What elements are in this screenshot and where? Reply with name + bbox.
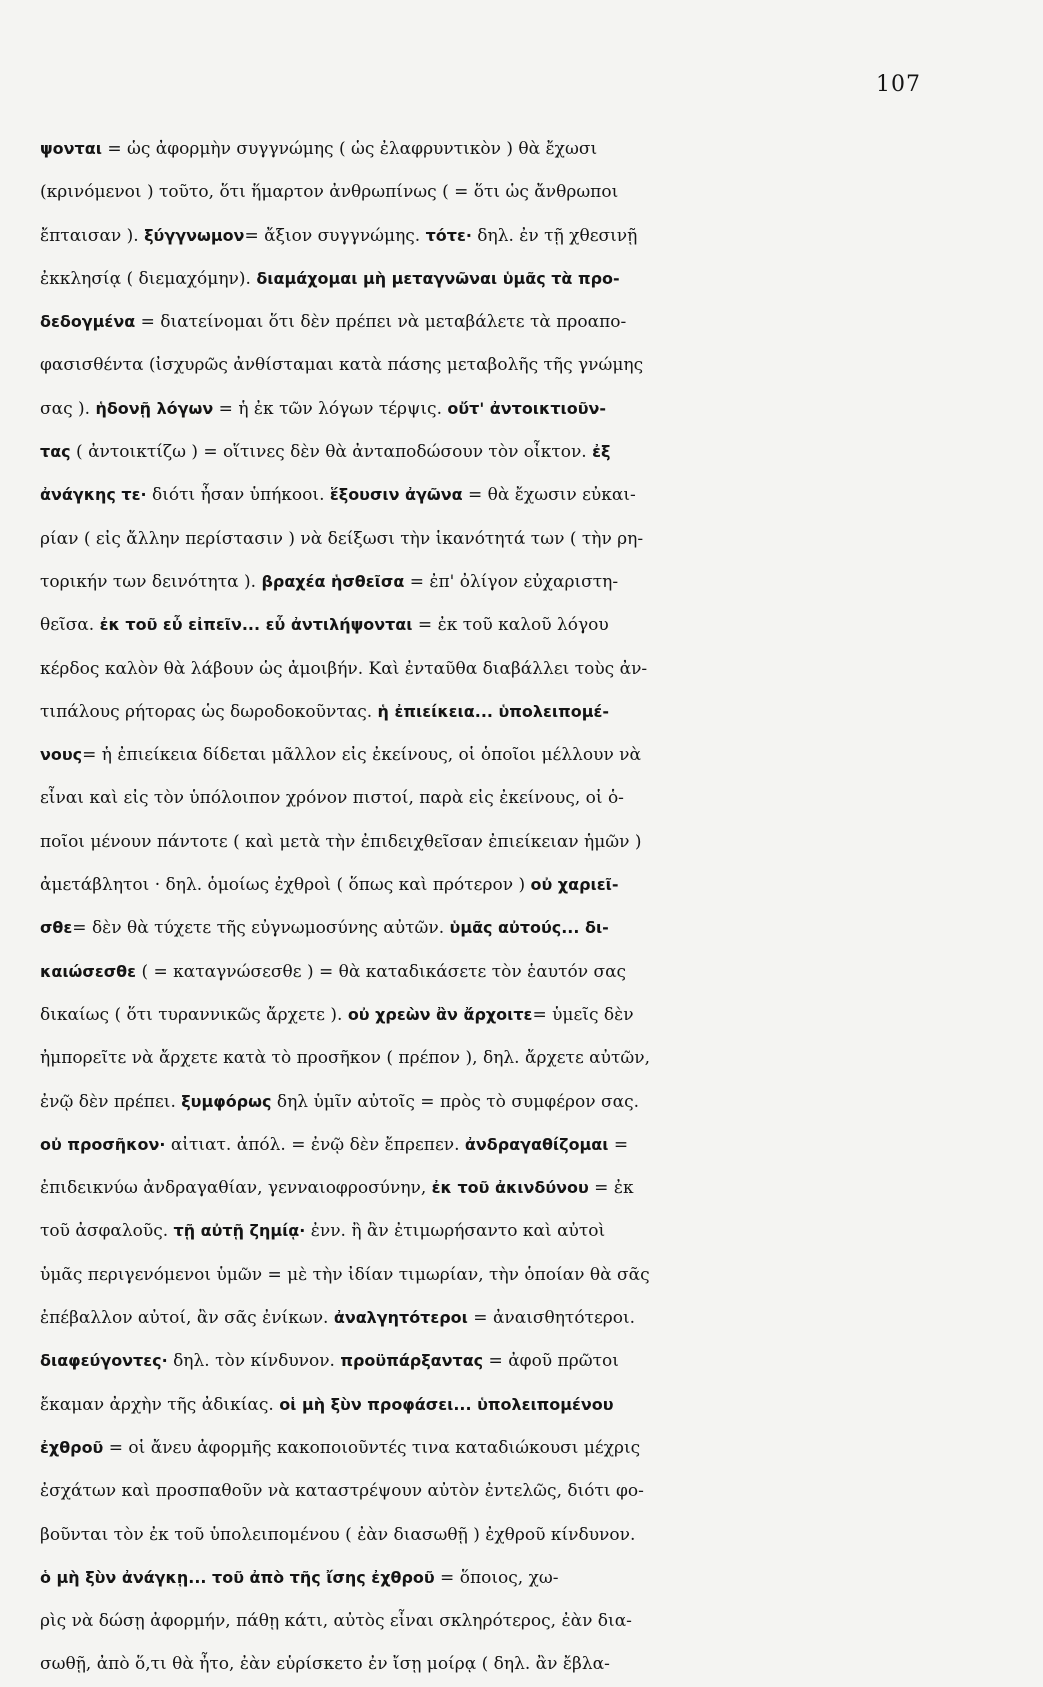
- text-line: [40, 427, 920, 470]
- gloss-text: δικαίως ( ὅτι τυραννικῶς ἄρχετε ).: [40, 1004, 348, 1025]
- text-line: [40, 167, 920, 210]
- text-line: [40, 730, 920, 773]
- text-line: [40, 1250, 920, 1293]
- lemma-bold: ἡδονῇ λόγων: [95, 398, 214, 418]
- gloss-text: ἂν ἔβλα-: [535, 1654, 610, 1675]
- gloss-text: ἐπιδεικνύω ἀνδραγαθίαν, γενναιοφροσύνην,: [40, 1178, 432, 1199]
- lemma-bold: ψονται: [40, 139, 102, 158]
- gloss-text: ἐπέβαλλον αὐτοί, ἂν σᾶς ἐνίκων.: [40, 1308, 334, 1329]
- gloss-text: φασισθέντα (ἰσχυρῶς ἀνθίσταμαι κατὰ πάσης μεταβολῆς τῆς γνώμης: [40, 355, 644, 376]
- text-line: [40, 990, 920, 1033]
- lemma-bold: δεδογμένα: [40, 312, 136, 332]
- text-line: [40, 211, 920, 254]
- gloss-text: τορικήν των δεινότητα ).: [40, 571, 262, 592]
- gloss-text: = ἀφοῦ πρῶτοι: [483, 1351, 619, 1372]
- lemma-bold: βραχέα ἡσθεῖσα: [261, 571, 405, 591]
- lemma-bold: ἕξουσιν ἀγῶνα: [329, 485, 463, 505]
- gloss-text: εἶναι καὶ εἰς τὸν ὑπόλοιπον χρόνον πιστοί, παρὰ εἰς ἐκείνους, οἱ ὁ-: [40, 788, 624, 809]
- text-line: [40, 644, 920, 687]
- page-number: 107: [876, 72, 921, 97]
- gloss-text: ( = καταγνώσεσθε ) = θὰ καταδικάσετε τὸν ἑαυτόν σας: [136, 961, 627, 982]
- text-line: [40, 1336, 920, 1379]
- gloss-text: κέρδος καλὸν θὰ λάβουν ὡς ἀμοιβήν. Καὶ ἐνταῦθα διαβάλλει τοὺς ἀν-: [40, 658, 648, 679]
- text-line: [40, 1553, 920, 1596]
- text-line: [40, 1466, 920, 1509]
- gloss-text: ἐνῷ δὲν πρέπει.: [40, 1091, 182, 1112]
- lemma-bold: ἐκ τοῦ ἀκινδύνου: [431, 1178, 589, 1198]
- text-line: [40, 1033, 920, 1076]
- gloss-text: = θὰ ἔχωσιν εὐκαι-: [462, 485, 636, 506]
- lemma-bold: ξυμφόρως: [181, 1091, 272, 1111]
- commentary-text: [40, 124, 920, 1683]
- gloss-text: ἐνν. ἢ ἂν ἐτιμωρήσαντο καὶ αὐτοὶ: [305, 1221, 606, 1242]
- text-line: [40, 1380, 920, 1423]
- gloss-text: = δὲν θὰ τύχετε τῆς εὐγνωμοσύνης αὐτῶν.: [72, 918, 450, 939]
- lemma-bold: ἡ ἐπιείκεια... ὑπολειπομέ-: [377, 701, 609, 721]
- text-line: [40, 384, 920, 427]
- text-line: [40, 470, 920, 513]
- text-line: [40, 297, 920, 340]
- text-line: [40, 124, 920, 167]
- gloss-text: ὑμᾶς περιγενόμενοι ὑμῶν = μὲ τὴν ἰδίαν τιμωρίαν, τὴν ὁποίαν θὰ σᾶς: [40, 1264, 650, 1285]
- gloss-text: ἀμετάβλητοι · δηλ. ὁμοίως ἐχθροὶ ( ὅπως καὶ πρότερον ): [40, 875, 531, 896]
- gloss-text: ἔκαμαν ἀρχὴν τῆς ἀδικίας.: [40, 1394, 280, 1415]
- gloss-text: = ἡ ἐκ τῶν λόγων τέρψις.: [213, 398, 448, 419]
- text-line: [40, 1510, 920, 1553]
- gloss-text: = ἡ ἐπιείκεια δίδεται μᾶλλον εἰς ἐκείνους, οἱ ὁποῖοι μέλλουν νὰ: [82, 745, 642, 766]
- gloss-text: θεῖσα.: [40, 615, 100, 636]
- gloss-text: αἰτιατ. ἀπόλ. = ἐνῷ δὲν ἔπρεπεν.: [165, 1134, 465, 1155]
- gloss-text: σας ).: [40, 398, 96, 419]
- lemma-bold: ἐξ: [592, 442, 611, 462]
- gloss-text: σωθῇ, ἀπὸ ὅ,τι θὰ ἦτο, ἐὰν εὑρίσκετο ἐν ἴσῃ μοίρᾳ ( δηλ.: [40, 1654, 536, 1675]
- text-line: [40, 1639, 920, 1682]
- gloss-text: =: [608, 1134, 629, 1155]
- gloss-text: = οἱ ἄνευ ἀφορμῆς κακοποιοῦντές τινα καταδιώκουσι μέχρις: [103, 1437, 641, 1458]
- gloss-text: = ἐκ τοῦ καλοῦ λόγου: [412, 615, 609, 636]
- lemma-bold: ὁ μὴ ξὺν ἀνάγκῃ... τοῦ ἀπὸ τῆς ἴσης ἐχθροῦ: [40, 1567, 435, 1587]
- gloss-text: = ἐκ: [588, 1178, 634, 1199]
- text-line: [40, 1163, 920, 1206]
- text-line: [40, 773, 920, 816]
- gloss-text: τοῦ ἀσφαλοῦς.: [40, 1221, 174, 1242]
- text-line: [40, 557, 920, 600]
- gloss-text: = ἐπ' ὀλίγον εὐχαριστη-: [404, 571, 619, 592]
- lemma-bold: ἐκ τοῦ εὖ εἰπεῖν... εὖ ἀντιλήψονται: [99, 615, 413, 635]
- lemma-bold: ἀνάγκης τε·: [40, 485, 147, 505]
- gloss-text: = διατείνομαι ὅτι δὲν πρέπει νὰ μεταβάλετε τὰ προαπο-: [135, 312, 627, 333]
- lemma-bold: οὐ προσῆκον·: [40, 1134, 166, 1154]
- lemma-bold: οἱ μὴ ξὺν προφάσει... ὑπολειπομένου: [279, 1394, 614, 1414]
- lemma-bold: ὑμᾶς αὐτούς... δι-: [449, 918, 609, 938]
- gloss-text: ἐκκλησίᾳ ( διεμαχόμην).: [40, 268, 257, 289]
- text-line: [40, 1206, 920, 1249]
- gloss-text: διότι ἦσαν ὑπήκοοι.: [146, 485, 330, 506]
- gloss-text: δηλ. ἐν τῇ χθεσινῇ: [471, 225, 638, 246]
- gloss-text: βοῦνται τὸν ἐκ τοῦ ὑπολειπομένου ( ἐὰν διασωθῇ ) ἐχθροῦ κίνδυνον.: [40, 1524, 636, 1545]
- lemma-bold: σθε: [40, 918, 73, 938]
- lemma-bold: ἀνδραγαθίζομαι: [464, 1134, 609, 1154]
- lemma-bold: διαφεύγοντες·: [40, 1351, 168, 1371]
- gloss-text: ρίαν ( εἰς ἄλλην περίστασιν ) νὰ δείξωσι τὴν ἱκανότητά των ( τὴν ρη-: [40, 528, 644, 549]
- lemma-bold: οὐ χαριεῖ-: [530, 875, 619, 895]
- gloss-text: τιπάλους ρήτορας ὡς δωροδοκοῦντας.: [40, 701, 378, 722]
- text-line: [40, 1293, 920, 1336]
- lemma-bold: ἐχθροῦ: [40, 1437, 104, 1457]
- text-line: [40, 600, 920, 643]
- gloss-text: = ὡς ἀφορμὴν συγγνώμης ( ὡς ἐλαφρυντικὸν ) θὰ ἔχωσι: [101, 139, 598, 159]
- gloss-text: ἐσχάτων καὶ προσπαθοῦν νὰ καταστρέψουν αὐτὸν ἐντελῶς, διότι φο-: [40, 1481, 644, 1502]
- lemma-bold: καιώσεσθε: [40, 961, 137, 981]
- lemma-bold: προϋπάρξαντας: [340, 1351, 484, 1371]
- gloss-text: ποῖοι μένουν πάντοτε ( καὶ μετὰ τὴν ἐπιδειχθεῖσαν ἐπιείκειαν ἡμῶν ): [40, 831, 642, 852]
- text-line: [40, 1120, 920, 1163]
- gloss-text: ἠμπορεῖτε νὰ ἄρχετε κατὰ τὸ προσῆκον ( πρέπον ), δηλ. ἄρχετε αὐτῶν,: [40, 1048, 650, 1069]
- lemma-bold: τας: [40, 442, 71, 462]
- lemma-bold: τότε·: [425, 225, 472, 245]
- gloss-text: (κρινόμενοι ) τοῦτο, ὅτι ἥμαρτον ἀνθρωπίνως ( = ὅτι ὡς ἄνθρωποι: [40, 182, 619, 203]
- text-line: [40, 860, 920, 903]
- text-line: [40, 947, 920, 990]
- gloss-text: δηλ. τὸν κίνδυνον.: [167, 1351, 341, 1372]
- gloss-text: ( ἀντοικτίζω ) = οἵτινες δὲν θὰ ἀνταποδώσουν τὸν οἶκτον.: [70, 442, 593, 463]
- lemma-bold: τῇ αὐτῇ ζημίᾳ·: [173, 1221, 306, 1241]
- text-line: [40, 817, 920, 860]
- text-line: [40, 340, 920, 383]
- text-line: [40, 1423, 920, 1466]
- lemma-bold: ἀναλγητότεροι: [333, 1308, 468, 1328]
- text-line: [40, 254, 920, 297]
- gloss-text: = ἀναισθητότεροι.: [467, 1308, 636, 1329]
- gloss-text: ρὶς νὰ δώσῃ ἀφορμήν, πάθῃ κάτι, αὐτὸς εἶναι σκληρότερος, ἐὰν δια-: [40, 1611, 632, 1632]
- text-line: [40, 1596, 920, 1639]
- text-line: [40, 1077, 920, 1120]
- lemma-bold: οὔτ' ἀντοικτιοῦν-: [447, 398, 607, 418]
- gloss-text: ἔπταισαν ).: [40, 225, 145, 246]
- text-line: [40, 514, 920, 557]
- gloss-text: = ὑμεῖς δὲν: [532, 1004, 634, 1025]
- lemma-bold: ξύγγνωμον: [144, 225, 245, 245]
- lemma-bold: διαμάχομαι μὴ μεταγνῶναι ὑμᾶς τὰ προ-: [256, 268, 620, 288]
- lemma-bold: νους: [40, 745, 83, 765]
- gloss-text: = ὅποιος, χω-: [434, 1567, 559, 1588]
- gloss-text: δηλ ὑμῖν αὐτοῖς = πρὸς τὸ συμφέρον σας.: [271, 1091, 639, 1112]
- text-line: [40, 903, 920, 946]
- lemma-bold: οὐ χρεὼν ἂν ἄρχοιτε: [347, 1004, 533, 1024]
- text-line: [40, 687, 920, 730]
- gloss-text: = ἄξιον συγγνώμης.: [244, 225, 426, 246]
